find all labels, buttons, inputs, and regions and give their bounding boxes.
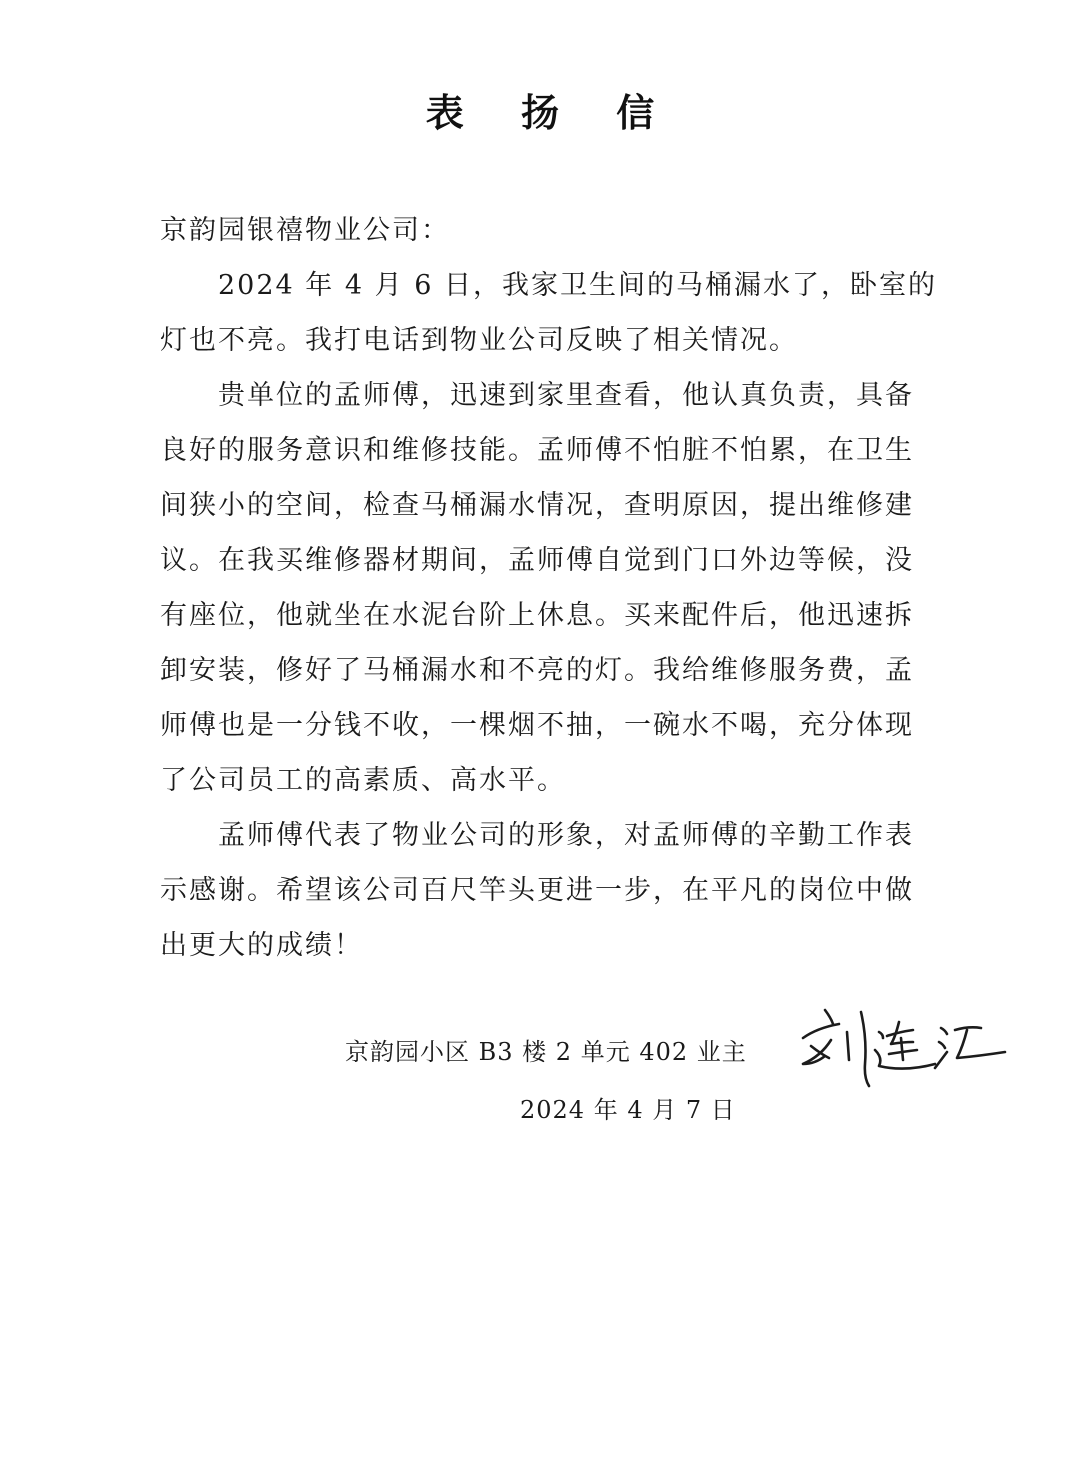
signer-address: 京韵园小区 B3 楼 2 单元 402 业主 [345, 1038, 747, 1066]
handwritten-signature [795, 998, 1010, 1093]
salutation: 京韵园银禧物业公司： [160, 215, 450, 246]
letter-title: 表 扬 信 [425, 91, 677, 135]
paragraph-2: 贵单位的孟师傅，迅速到家里查看，他认真负责，具备良好的服务意识和维修技能。孟师傅不怕脏不怕累，在卫生间狭小的空间，检查马桶漏水情况，查明原因，提出维修建议。在我买维修器材期间，孟师傅自觉到门口外边等候，没有座位，他就坐在水泥台阶上休息。买来配件后，他迅速拆卸安装，修好了马桶漏水和不亮的灯。我给维修服务费，孟师傅也是一分钱不收，一棵烟不抽，一碗水不喝，充分体现了公司员工的高素质、高水平。 [160, 380, 914, 796]
paragraph-1: 2024 年 4 月 6 日，我家卫生间的马桶漏水了，卧室的灯也不亮。我打电话到物业公司反映了相关情况。 [160, 270, 937, 356]
letter-date: 2024 年 4 月 7 日 [520, 1096, 736, 1124]
paragraph-3: 孟师傅代表了物业公司的形象，对孟师傅的辛勤工作表示感谢。希望该公司百尺竿头更进一步，在平凡的岗位中做出更大的成绩！ [160, 820, 914, 961]
